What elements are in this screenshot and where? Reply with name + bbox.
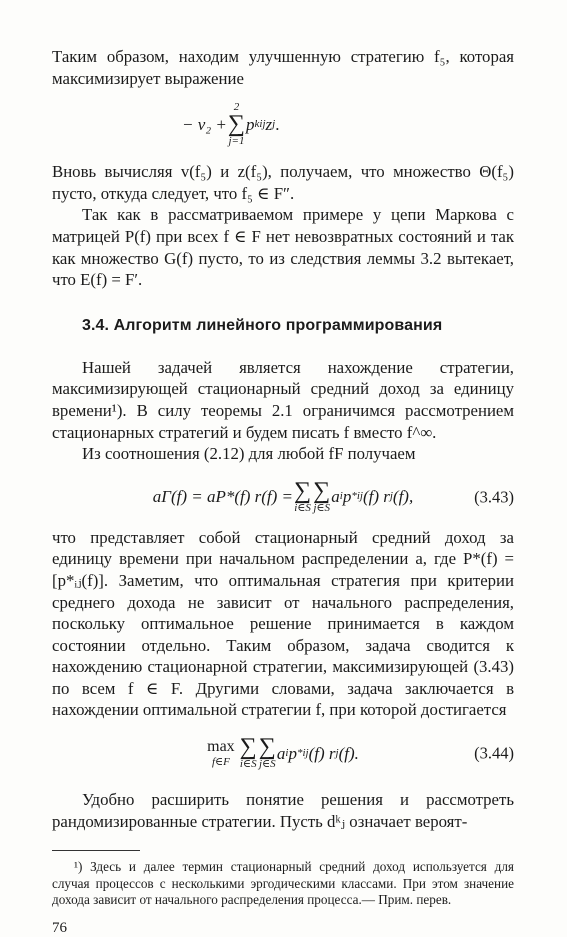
formula-3-sum-1-bottom: i∈S — [239, 758, 257, 771]
formula-1-end: . — [275, 114, 280, 134]
formula-2 — [52, 473, 514, 521]
formula-1-term-sub: ij — [259, 117, 266, 130]
sum-symbol: ∑ — [313, 477, 331, 504]
formula-2-sum-2 — [313, 477, 331, 514]
formula-3-sum-1 — [240, 736, 257, 770]
formula-1 — [52, 93, 514, 155]
paragraph-1: Таким образом, находим улучшенную стратегию f₅, которая максимизирует выражение — [52, 47, 514, 88]
formula-2-p-sub: ij — [356, 490, 363, 503]
footnote-divider — [52, 850, 140, 851]
formula-2-term: a — [331, 487, 340, 507]
paragraph-2: Вновь вычисляя v(f₅) и z(f₅), получаем, что множество Θ(f₅) пусто, откуда следует, что f₅ ∈ F″. — [52, 162, 514, 203]
formula-3-sum-2 — [259, 736, 276, 770]
formula-1-term: p — [246, 114, 255, 134]
formula-3 — [52, 725, 514, 781]
formula-2-p: p — [342, 487, 352, 507]
paragraph-7: Удобно расширить понятие решения и рассмотреть рандомизированные стратегии. Пусть dᵏⱼ означает вероят- — [52, 790, 514, 831]
formula-2-end: (f), — [392, 487, 414, 507]
equation-number-3-44: (3.44) — [474, 743, 514, 763]
formula-1-tail-sub: j — [272, 117, 276, 130]
formula-1-sum — [228, 101, 245, 147]
paragraph-3: Так как в рассматриваемом примере у цепи Маркова с матрицей P(f) при всех f ∈ F нет невозвратных состояний и так как множество G(f) пусто, то из следствия леммы 3.2 вытекает, что E(f) = F′. — [52, 205, 514, 290]
section-title: 3.4. Алгоритм линейного программирования — [82, 316, 443, 334]
formula-3-max-label: max — [207, 738, 235, 756]
formula-2-lhs: aΓ(f) = aP*(f) r(f) = — [152, 487, 294, 507]
formula-1-tail: z — [265, 114, 273, 134]
formula-3-max-bottom: f∈F — [211, 756, 230, 769]
sum-symbol: ∑ — [239, 734, 257, 761]
formula-3-max — [207, 738, 235, 768]
formula-3-tail-sub: j — [335, 746, 339, 759]
formula-2-p-sup: * — [351, 490, 357, 503]
formula-2-tail: (f) r — [362, 487, 390, 507]
footnote: ¹) Здесь и далее термин стационарный средний доход используется для случая процессов с несколькими эргодическими классами. При этом значение дохода зависит от начального распределения процесса.— Прим. перев. — [52, 859, 514, 908]
formula-2-sum-2-bottom: j∈S — [313, 501, 331, 514]
formula-1-sum-top: 2 — [233, 101, 240, 114]
sum-symbol: ∑ — [227, 111, 246, 138]
formula-2-sum-1-bottom: i∈S — [294, 501, 311, 514]
formula-2-sum-1 — [294, 477, 312, 514]
page-number: 76 — [52, 920, 67, 937]
formula-1-term-sup: k — [254, 117, 260, 130]
formula-2-tail-sub: j — [389, 490, 393, 503]
formula-3-term: a — [276, 743, 286, 763]
formula-3-p-sub: ij — [302, 746, 309, 759]
paragraph-5: Из соотношения (2.12) для любой fF получаем — [82, 444, 416, 464]
page-body — [52, 46, 514, 937]
formula-3-tail: (f) r — [308, 743, 336, 763]
formula-3-p: p — [288, 743, 297, 763]
sum-symbol: ∑ — [258, 734, 276, 761]
formula-3-end: (f). — [338, 743, 359, 763]
sum-symbol: ∑ — [294, 477, 312, 504]
paragraph-6: что представляет собой стационарный средний доход за единицу времени при начальном распределении a, где P*(f) = [p*ᵢⱼ(f)]. Заметим, что оптимальная стратегия при критерии среднего дохода не зависит от начального распределения, поскольку оптимальное решение принимается в каждом состоянии отдельно. Таким образом, задача сводится к нахождению стационарной стратегии, максимизирующей (3.43) по всем f ∈ F. Другими словами, задача заключается в нахождении оптимальной стратегии f, при которой достигается — [52, 527, 514, 720]
formula-1-sum-bottom: j=1 — [228, 135, 245, 148]
formula-2-term-sub: i — [339, 490, 343, 503]
formula-3-sum-2-bottom: j∈S — [258, 758, 276, 771]
formula-3-p-sup: * — [296, 746, 303, 759]
equation-number-3-43: (3.43) — [474, 487, 514, 507]
formula-1-lhs: − v₂ + — [182, 114, 227, 134]
formula-3-term-sub: i — [285, 746, 289, 759]
paragraph-4: Нашей задачей является нахождение стратегии, максимизирующей стационарный средний доход за единицу времени¹). В силу теоремы 2.1 ограничимся рассмотрением стационарных стратегий и будем писать f вместо f^∞. — [52, 357, 514, 442]
